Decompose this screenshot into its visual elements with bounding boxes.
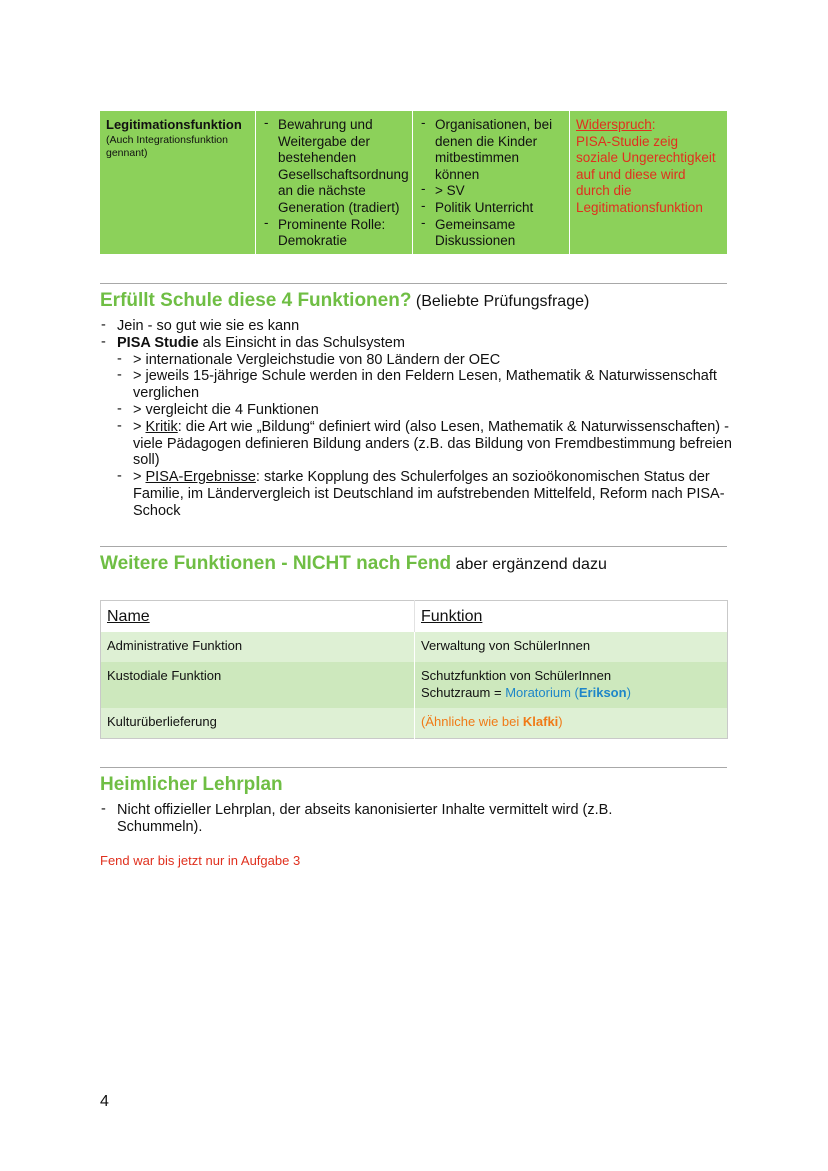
moratorium-text: Moratorium (	[505, 685, 579, 700]
list-item: - Gemeinsame Diskussionen	[419, 217, 563, 250]
list-item: - Prominente Rolle: Demokratie	[262, 217, 406, 250]
cell-function	[415, 708, 728, 739]
prefix: >	[133, 469, 146, 486]
cell-line	[421, 684, 721, 701]
header-name	[101, 601, 415, 633]
heading-note: (Beliebte Prüfungsfrage)	[411, 293, 590, 310]
list-item: - Organisationen, bei denen die Kinder mitbestimmen können	[419, 117, 563, 183]
list-item: - Jein - so gut wie sie es kann	[100, 318, 740, 335]
section-heading-heimlich: Heimlicher Lehrplan	[100, 774, 283, 795]
divider	[100, 546, 727, 547]
page-number: 4	[100, 1093, 109, 1110]
sub-list-item	[100, 469, 740, 519]
table-row	[101, 662, 728, 708]
cell-name: Kustodiale Funktion	[101, 662, 415, 708]
header-text: Name	[107, 608, 150, 625]
functions-table	[100, 600, 728, 739]
ergebnisse-label: PISA-Ergebnisse	[145, 469, 256, 486]
list-item: - > SV	[419, 183, 563, 200]
sub-list-item: - > internationale Vergleichstudie von 80 Ländern der OEC	[100, 352, 740, 369]
prefix: Schutzraum =	[421, 685, 506, 700]
item-text: : die Art wie „Bildung“ definiert wird (also Lesen, Mathematik & Naturwissenschaften) - viele Pädagogen definieren Bildung anders (z.B. das Bildung von Fremdbestimmung befreien soll)	[133, 418, 732, 469]
close-paren: )	[626, 685, 631, 700]
item-text: als Einsicht in das Schulsystem	[198, 334, 405, 351]
header-function	[415, 601, 728, 633]
heimlich-list	[100, 802, 670, 836]
divider	[100, 767, 727, 768]
sub-list-item: - > vergleicht die 4 Funktionen	[100, 402, 740, 419]
widerspruch-text: PISA-Studie zeig soziale Ungerechtigkeit auf und diese wird durch die Legitimationsfunktion	[576, 133, 716, 215]
table-row	[101, 632, 728, 662]
heading-text: Erfüllt Schule diese 4 Funktionen?	[100, 290, 412, 311]
widerspruch-label: Widerspruch	[576, 117, 652, 132]
section-heading-pisa	[100, 290, 589, 312]
item-text: : starke Kopplung des Schulerfolges an sozioökonomischen Status der Familie, im Ländervergleich ist Deutschland im aufstrebenden Mittelfeld, Reform nach PISA-Schock	[133, 469, 725, 519]
prefix: >	[133, 418, 146, 435]
legi-cell-col3	[413, 111, 570, 254]
kritik-label: Kritik	[145, 418, 178, 435]
cell-function: Verwaltung von SchülerInnen	[415, 632, 728, 662]
cell-name: Administrative Funktion	[101, 632, 415, 662]
divider	[100, 283, 727, 284]
heading-text: Weitere Funktionen - NICHT nach Fend	[100, 553, 452, 574]
cell-name: Kulturüberlieferung	[101, 708, 415, 739]
list-item: - Bewahrung und Weitergabe der bestehenden Gesellschaftsordnung an die nächste Generation (tradiert)	[262, 117, 406, 217]
pisa-bold: PISA Studie	[117, 334, 199, 351]
table-row	[101, 708, 728, 739]
pisa-list	[100, 318, 740, 520]
colon: :	[651, 117, 656, 132]
cell-line: Schutzfunktion von SchülerInnen	[421, 668, 612, 683]
cell-function	[415, 662, 728, 708]
orange-text: (Ähnliche wie bei	[421, 714, 523, 729]
legi-subtitle: (Auch Integrationsfunktion gennant)	[106, 133, 228, 159]
list-item: - Politik Unterricht	[419, 200, 563, 217]
table-header-row	[101, 601, 728, 633]
sub-list-item: - > jeweils 15-jährige Schule werden in den Feldern Lesen, Mathematik & Naturwissenschaft verglichen	[100, 368, 740, 402]
legi-title: Legitimationsfunktion	[106, 117, 242, 132]
legi-cell-col2	[256, 111, 413, 254]
legi-cell-col4	[570, 111, 728, 254]
header-text: Funktion	[421, 608, 483, 625]
section-heading-weitere	[100, 553, 607, 575]
close-paren: )	[558, 714, 563, 729]
legitimation-table	[100, 111, 727, 254]
list-item	[100, 335, 740, 352]
heading-note: aber ergänzend dazu	[451, 556, 607, 573]
klafki-text: Klafki	[522, 714, 559, 729]
footnote: Fend war bis jetzt nur in Aufgabe 3	[100, 853, 301, 868]
erikson-text: Erikson	[578, 685, 627, 700]
legi-cell-title	[100, 111, 256, 254]
list-item: - Nicht offizieller Lehrplan, der abseits kanonisierter Inhalte vermittelt wird (z.B. Schummeln).	[100, 802, 670, 836]
sub-list-item	[100, 419, 740, 469]
